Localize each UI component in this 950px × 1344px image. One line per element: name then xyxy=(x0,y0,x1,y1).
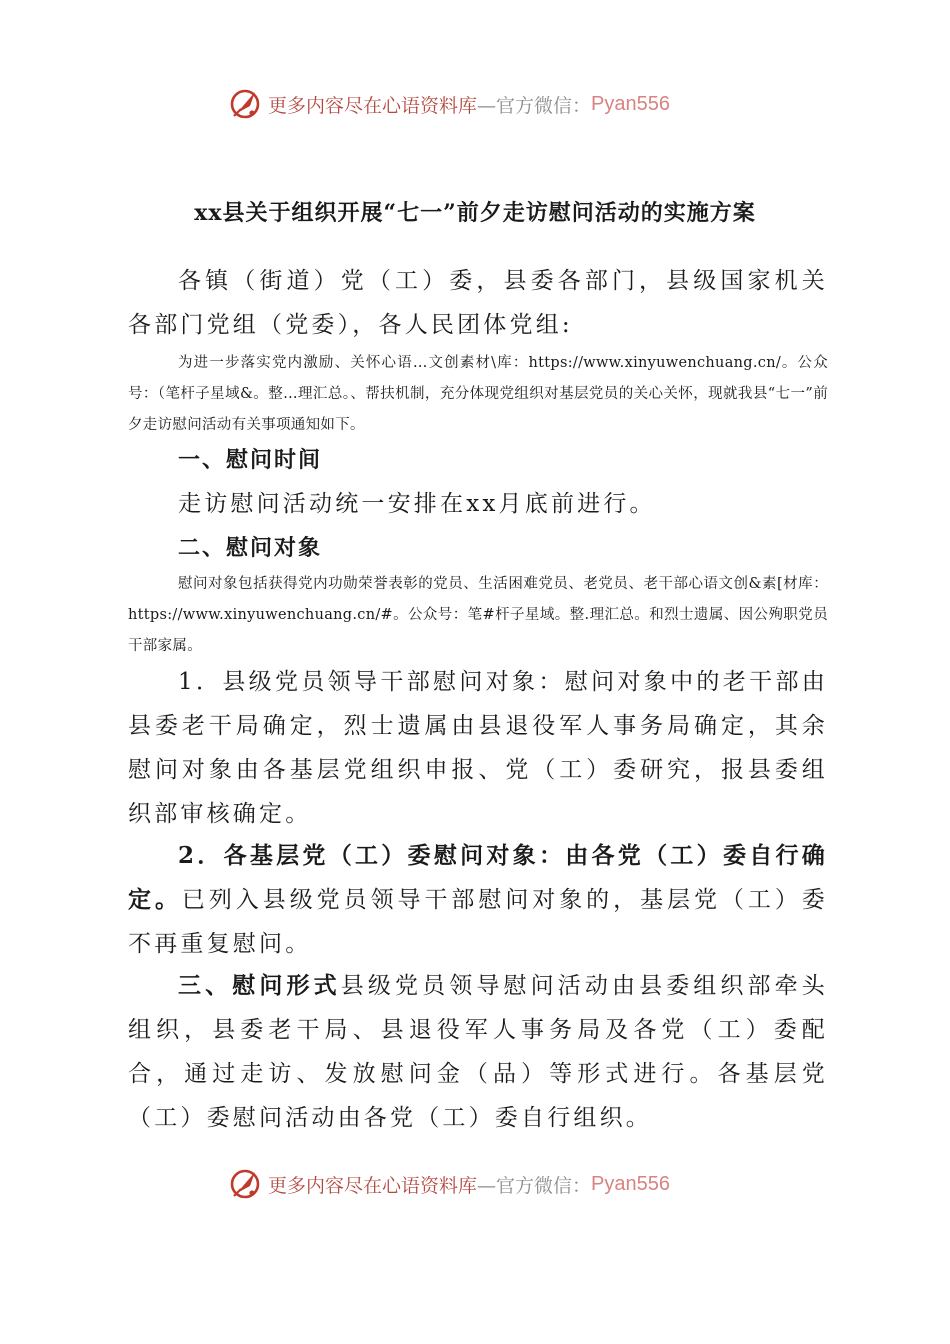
section-3-heading: 三、慰问形式 xyxy=(178,972,341,999)
section-2 xyxy=(128,526,828,570)
intro-block xyxy=(128,348,828,441)
intro-paragraph: 为进一步落实党内激励、关怀心语…文创素材\库：https://www.xinyuwenchuang.cn/。公众号：（笔杆子星域&。整…理汇总。、帮扶机制，充分体现党组织对基层党员的关心关怀，现就我县“七一”前夕走访慰问活动有关事项通知如下。 xyxy=(128,355,828,433)
document-title: xx县关于组织开展“七一”前夕走访慰问活动的实施方案 xyxy=(194,200,756,226)
watermark-separator: —官方微信： xyxy=(477,1174,592,1197)
section-2-body-block xyxy=(128,569,828,662)
watermark-separator: —官方微信： xyxy=(477,94,592,117)
section-3-body: 县级党员领导慰问活动由县委组织部牵头组织，县委老干局、县退役军人事务局及各党（工）委配合，通过走访、发放慰问金（品）等形式进行。各基层党（工）委慰问活动由各党（工）委自行组织。 xyxy=(128,973,828,1131)
section-1 xyxy=(128,438,828,526)
section-2-body: 慰问对象包括获得党内功勋荣誉表彰的党员、生活困难党员、老党员、老干部心语文创&素[材库：https://www.xinyuwenchuang.cn/#。公众号：笔#杆子星域。整.理汇总。和烈士遗属、因公殉职党员干部家属。 xyxy=(128,576,828,654)
section-3-text xyxy=(128,964,828,1140)
quill-logo-icon xyxy=(228,1166,264,1202)
salutation-block xyxy=(128,259,828,347)
section-2-item-1 xyxy=(128,660,828,836)
section-1-heading: 一、慰问时间 xyxy=(178,447,323,473)
watermark-wechat-id: Pyan556 xyxy=(591,92,670,115)
watermark-text: 更多内容尽在心语资料库 xyxy=(268,1174,478,1197)
item-1-text: 1．县级党员领导干部慰问对象：慰问对象中的老干部由县委老干局确定，烈士遗属由县退役军人事务局确定，其余慰问对象由各基层党组织申报、党（工）委研究，报县委组织部审核确定。 xyxy=(128,669,828,827)
watermark-text: 更多内容尽在心语资料库 xyxy=(268,94,478,117)
section-2-heading: 二、慰问对象 xyxy=(178,535,323,561)
quill-logo-icon xyxy=(228,86,264,122)
section-1-body: 走访慰问活动统一安排在xx月底前进行。 xyxy=(178,491,656,517)
item-2-bold-lead: 2．各基层党（工）委慰问对象：由各党（工）委自行确定。 xyxy=(128,842,828,913)
item-2-text xyxy=(128,834,828,966)
header-watermark xyxy=(0,82,950,126)
section-2-item-2 xyxy=(128,834,828,966)
item-2-rest: 已列入县级党员领导干部慰问对象的，基层党（工）委不再重复慰问。 xyxy=(128,887,828,957)
watermark-wechat-id: Pyan556 xyxy=(591,1172,670,1195)
salutation: 各镇（街道）党（工）委，县委各部门，县级国家机关各部门党组（党委），各人民团体党组: xyxy=(128,268,828,338)
section-3 xyxy=(128,964,828,1140)
footer-watermark xyxy=(0,1162,950,1206)
